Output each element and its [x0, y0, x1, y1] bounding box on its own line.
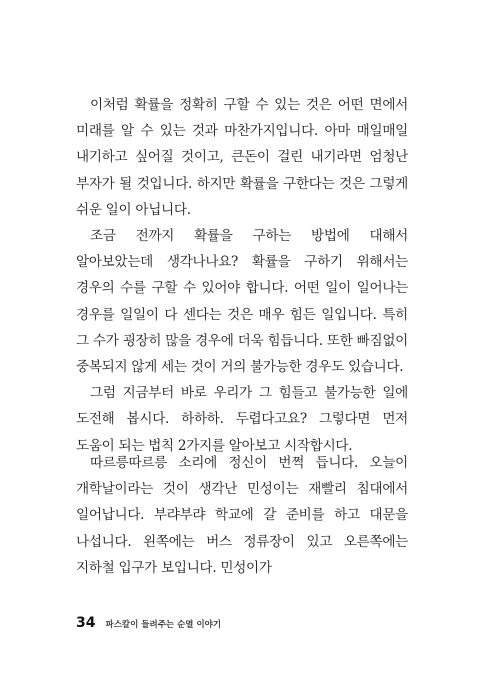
paragraph: 이처럼 확률을 정확히 구할 수 있는 것은 어떤 면에서 미래를 알 수 있는 것과 마찬가지입니다. 아마 매일매일 내기하고 싶어질 것이고, 큰돈이 걸린 내기라면 엄청난 부자가 될 것입니다. 하지만 확률을 구한다는 것은 그렇게 쉬운 일이 아닙니다. — [76, 97, 408, 218]
page-footer — [76, 615, 221, 631]
paragraph: 그럼 지금부터 바로 우리가 그 힘들고 불가능한 일에 도전해 봅시다. 하하하. 두렵다고요? 그렇다면 먼저 도움이 되는 법칙 2가지를 알아보고 시작합시다. — [76, 385, 408, 454]
page-number: 34 — [76, 615, 96, 631]
story-text-section — [76, 450, 408, 581]
paragraph: 조금 전까지 확률을 구하는 방법에 대해서 알아보았는데 생각나나요? 확률을 구하기 위해서는 경우의 수를 구할 수 있어야 합니다. 어떤 일이 일어나는 경우를 일일이 다 센다는 것은 매우 힘든 일입니다. 특히 그 수가 굉장히 많을 경우에 더욱 힘듭니다. 또한 빠짐없이 중복되지 않게 세는 것이 거의 불가능한 경우도 있습니다. — [76, 228, 408, 376]
paragraph: 따르릉따르릉 소리에 정신이 번쩍 듭니다. 오늘이 개학날이라는 것이 생각난 민성이는 재빨리 침대에서 일어납니다. 부랴부랴 학교에 갈 준비를 하고 대문을 나섭니다. 왼쪽에는 버스 정류장이 있고 오른쪽에는 지하철 입구가 보입니다. 민성이가 — [76, 455, 408, 576]
book-title: 파스칼이 들려주는 순열 이야기 — [105, 620, 222, 630]
main-text-section — [76, 92, 408, 459]
